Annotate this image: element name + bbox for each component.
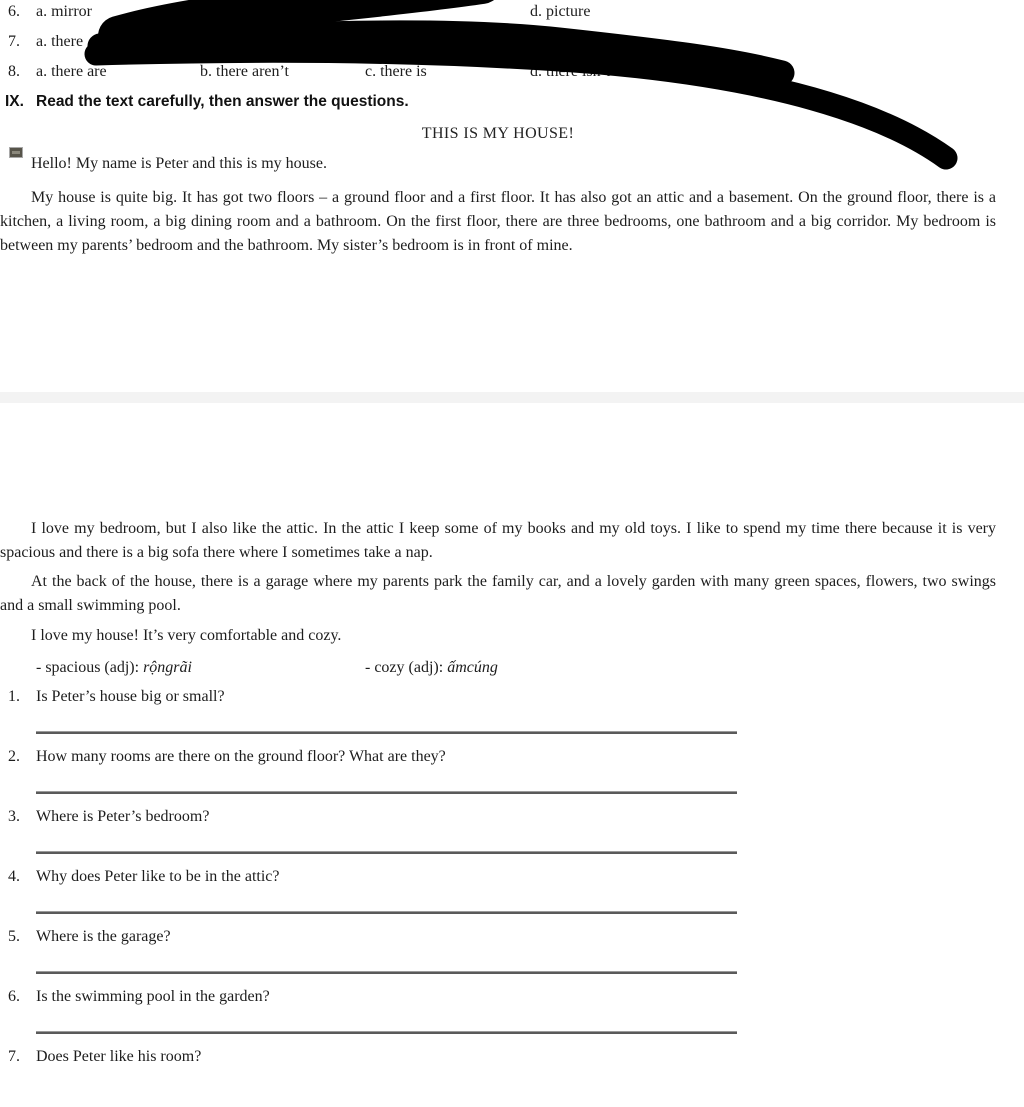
question-block-1: [0, 687, 1024, 747]
option-a: a. mirror: [36, 3, 92, 20]
question-number: 6.: [8, 3, 20, 20]
comprehension-questions: [0, 687, 1024, 1107]
answer-line: [36, 852, 737, 854]
vocab-cozy: [365, 656, 498, 680]
question-block-6: [0, 987, 1024, 1047]
vocab-row: [0, 656, 1024, 680]
vocab-translation: rộngrãi: [143, 659, 192, 676]
section-title: Read the text carefully, then answer the questions.: [36, 93, 409, 110]
question-number: 3.: [8, 808, 20, 825]
question-block-2: [0, 747, 1024, 807]
question-block-5: [0, 927, 1024, 987]
question-row: [0, 927, 1024, 947]
passage-paragraph: At the back of the house, there is a garage where my parents park the family car, and a lovely garden with many green spaces, flowers, two swings and a small swimming pool.: [0, 573, 996, 614]
question-text: Where is Peter’s bedroom?: [36, 808, 210, 825]
image-placeholder-icon: [9, 147, 23, 158]
question-text: How many rooms are there on the ground floor? What are they?: [36, 748, 446, 765]
passage-paragraph: I love my bedroom, but I also like the attic. In the attic I keep some of my books and my old toys. I like to spend my time there because it is very spacious and there is a big sofa there where I sometimes take a nap.: [0, 520, 996, 561]
passage-title: THIS IS MY HOUSE!: [421, 125, 575, 142]
option-a: a. there are: [36, 63, 107, 80]
answer-line: [36, 732, 737, 734]
question-number: 7.: [8, 33, 20, 50]
question-row: [0, 1047, 1024, 1067]
question-number: 4.: [8, 868, 20, 885]
question-number: 1.: [8, 688, 20, 705]
removed-image-gap: [0, 258, 1024, 517]
question-block-3: [0, 807, 1024, 867]
option-a: a. there: [36, 33, 84, 50]
question-text: Is the swimming pool in the garden?: [36, 988, 270, 1005]
mc-row-8: [0, 63, 1024, 93]
answer-line: [36, 792, 737, 794]
answer-line: [36, 912, 737, 914]
question-number: 2.: [8, 748, 20, 765]
option-c: c. there is: [365, 63, 427, 80]
vocab-prefix: - cozy (adj):: [365, 659, 448, 676]
scan-seam-band: [0, 392, 1024, 403]
section-numeral: IX.: [5, 93, 24, 110]
question-block-7: [0, 1047, 1024, 1107]
question-row: [0, 687, 1024, 707]
mc-row-7: [0, 33, 1024, 63]
passage-paragraph: My house is quite big. It has got two floors – a ground floor and a first floor. It has also got an attic and a basement. On the ground floor, there is a kitchen, a living room, a big dining room and a bathroom. On the first floor, there are three bedrooms, one bathroom and a big corridor. My bedroom is between my parents’ bedroom and the bathroom. My sister’s bedroom is in front of mine.: [0, 189, 996, 254]
vocab-translation: ấmcúng: [447, 659, 498, 676]
question-number: 8.: [8, 63, 20, 80]
question-number: 5.: [8, 928, 20, 945]
answer-line: [36, 972, 737, 974]
answer-line: [36, 1032, 737, 1034]
option-b: b. there aren’t: [200, 63, 289, 80]
vocab-spacious: [36, 656, 192, 680]
question-text: Why does Peter like to be in the attic?: [36, 868, 280, 885]
multiple-choice-section: [0, 0, 1024, 93]
question-text: Where is the garage?: [36, 928, 171, 945]
question-number: 6.: [8, 988, 20, 1005]
question-number: 7.: [8, 1048, 20, 1065]
question-row: [0, 987, 1024, 1007]
question-text: Is Peter’s house big or small?: [36, 688, 225, 705]
question-row: [0, 867, 1024, 887]
question-row: [0, 747, 1024, 767]
passage-intro: Hello! My name is Peter and this is my house.: [31, 155, 327, 172]
vocab-prefix: - spacious (adj):: [36, 659, 144, 676]
option-d: d. picture: [530, 3, 591, 20]
option-d: d. there isn’t: [530, 63, 611, 80]
section-heading: [0, 93, 1024, 124]
question-text: Does Peter like his room?: [36, 1048, 202, 1065]
question-block-4: [0, 867, 1024, 927]
mc-row-6: [0, 3, 1024, 33]
passage-paragraph: I love my house! It’s very comfortable and cozy.: [31, 627, 342, 644]
question-row: [0, 807, 1024, 827]
